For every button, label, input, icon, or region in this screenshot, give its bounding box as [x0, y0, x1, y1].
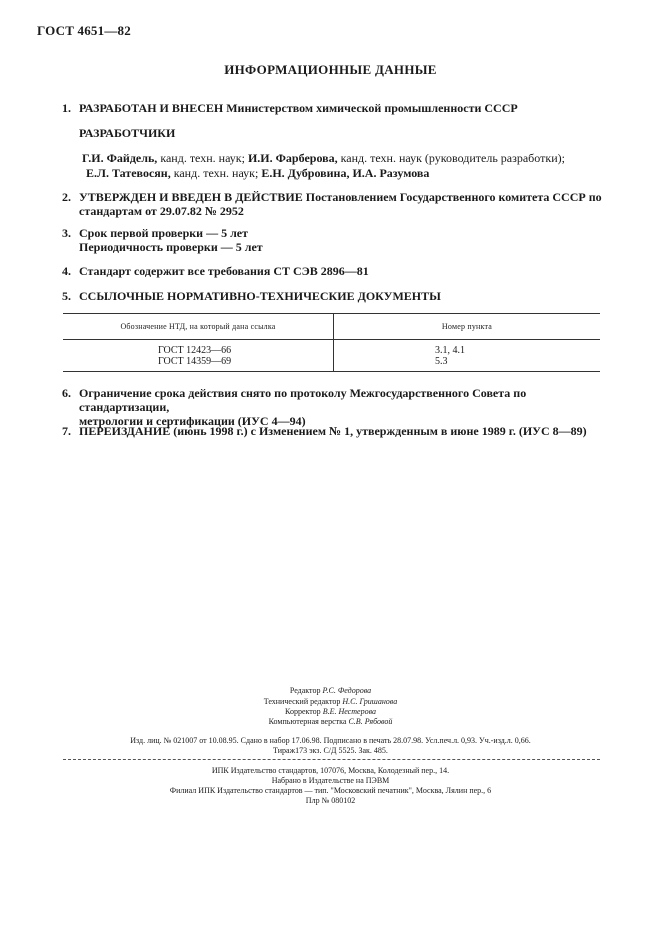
item-6 [62, 386, 602, 428]
developer-degree: канд. техн. наук; [170, 166, 262, 180]
table-header-clause: Номер пункта [441, 322, 493, 331]
imprint-printer-line: Филиал ИПК Издательство стандартов — тип. "Московский печатник", Москва, Лялин пер., 6 [169, 786, 492, 795]
item-7 [62, 424, 602, 438]
item-7-number: 7. [62, 424, 71, 438]
table-row [435, 357, 448, 367]
table-header-rule [63, 339, 600, 340]
imprint-publication-line-2: Тираж173 экз. С/Д 5525. Зак. 485. [273, 746, 388, 755]
imprint-label: Компьютерная верстка [268, 717, 349, 726]
item-3-line-2: Периодичность проверки — 5 лет [79, 240, 263, 254]
item-3-line-1: Срок первой проверки — 5 лет [79, 226, 249, 240]
developer-name: Г.И. Файдель, [82, 151, 158, 165]
item-1 [62, 101, 602, 115]
item-4-text: Стандарт содержит все требования СТ СЭВ 2896—81 [79, 264, 369, 278]
page-title: ИНФОРМАЦИОННЫЕ ДАННЫЕ [224, 62, 437, 77]
table-row [158, 357, 231, 367]
item-2-number: 2. [62, 190, 71, 204]
item-2-line-1: УТВЕРЖДЕН И ВВЕДЕН В ДЕЙСТВИЕ Постановлением Государственного комитета СССР по [79, 190, 602, 204]
table-top-rule [63, 313, 600, 314]
developer-degree: канд. техн. наук (руководитель разработки); [337, 151, 565, 165]
imprint-editor [0, 686, 661, 696]
developers-list [82, 151, 602, 181]
developer-degree: канд. техн. наук; [157, 151, 248, 165]
table-bottom-rule [63, 371, 600, 372]
developers-line-1 [82, 151, 602, 166]
table-row [158, 346, 231, 356]
imprint-tech-editor [0, 697, 661, 707]
developers-line-2 [82, 166, 602, 181]
item-4-number: 4. [62, 264, 71, 278]
developers-heading-block [62, 126, 602, 140]
developer-name: И.И. Фарберова, [247, 151, 338, 165]
table-header-ntd: Обозначение НТД, на который дана ссылка [120, 322, 276, 331]
item-6-number: 6. [62, 386, 71, 400]
item-5-number: 5. [62, 289, 71, 303]
imprint-label: Корректор [285, 707, 323, 716]
item-5 [62, 289, 602, 303]
imprint-publication-line-1: Изд. лиц. № 021007 от 10.08.95. Сдано в набор 17.06.98. Подписано в печать 28.07.98. Усл.печ.л. 0,93. Уч.-изд.л. 0,66. [130, 736, 531, 745]
imprint-name: Н.С. Гришанова [342, 697, 398, 706]
item-1-text: РАЗРАБОТАН И ВНЕСЕН Министерством химической промышленности СССР [79, 101, 518, 115]
item-3-number: 3. [62, 226, 71, 240]
developer-name: Е.Л. Татевосян, [86, 166, 171, 180]
table-cell-doc: ГОСТ 12423—66 [158, 345, 232, 356]
table-cell-doc: ГОСТ 14359—69 [158, 356, 232, 367]
developer-name: Е.Н. Дубровина, И.А. Разумова [261, 166, 430, 180]
item-1-number: 1. [62, 101, 71, 115]
doc-code-header: ГОСТ 4651—82 [37, 23, 131, 38]
item-6-line-2: метрологии и сертификации (ИУС 4—94) [79, 414, 306, 428]
imprint-name: С.В. Рябовой [348, 717, 393, 726]
imprint-label: Редактор [289, 686, 323, 695]
developers-heading: РАЗРАБОТЧИКИ [79, 126, 176, 140]
imprint-publisher-line: ИПК Издательство стандартов, 107076, Москва, Колодезный пер., 14. [211, 766, 450, 775]
item-2-line-2: стандартам от 29.07.82 № 2952 [79, 204, 244, 218]
imprint-divider [63, 759, 600, 760]
imprint-label: Технический редактор [263, 697, 343, 706]
item-6-line-1: Ограничение срока действия снято по протоколу Межгосударственного Совета по стандартизации, [79, 386, 527, 414]
imprint-license-line: Плр № 080102 [305, 796, 356, 805]
item-5-text: ССЫЛОЧНЫЕ НОРМАТИВНО-ТЕХНИЧЕСКИЕ ДОКУМЕНТЫ [79, 289, 441, 303]
imprint-typeset-line: Набрано в Издательстве на ПЭВМ [271, 776, 390, 785]
item-4 [62, 264, 602, 278]
table-cell-clause: 5.3 [435, 356, 448, 367]
item-2 [62, 190, 602, 218]
table-cell-clause: 3.1, 4.1 [435, 345, 465, 356]
item-7-text: ПЕРЕИЗДАНИЕ (июнь 1998 г.) с Изменением № 1, утвержденным в июне 1989 г. (ИУС 8—89) [79, 424, 587, 438]
imprint-name: В.Е. Нестерова [322, 707, 376, 716]
imprint-name: Р.С. Федорова [322, 686, 372, 695]
item-3 [62, 226, 602, 254]
table-row [435, 346, 465, 356]
imprint-corrector [0, 707, 661, 717]
imprint-layout [0, 717, 661, 727]
